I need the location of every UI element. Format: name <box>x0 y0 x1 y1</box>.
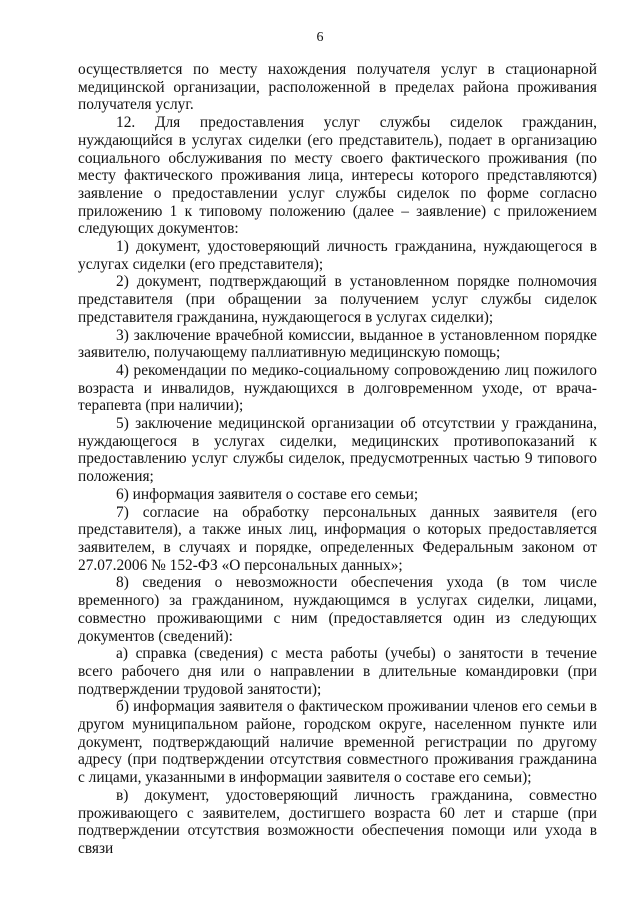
list-item-8: 8) сведения о невозможности обеспечения ухода (в том числе временного) за гражданином, нуждающимся в услугах сиделки, лицами, совместно проживающими с ним (предоставляется один из следующих документов (сведений): <box>78 574 597 645</box>
list-item-5: 5) заключение медицинской организации об отсутствии у гражданина, нуждающегося в услугах сиделки, медицинских противопоказаний к предоставлению услуг службы сиделок, предусмотренных частью 9 типового положения; <box>78 415 597 486</box>
document-body <box>78 61 597 858</box>
sub-item-b: б) информация заявителя о фактическом проживании членов его семьи в другом муниципальном районе, городском округе, населенном пункте или документ, подтверждающий наличие временной регистрации по другому адресу (при подтверждении отсутствия совместного проживания гражданина с лицами, указанными в информации заявителя о составе его семьи); <box>78 698 597 787</box>
list-item-1: 1) документ, удостоверяющий личность гражданина, нуждающегося в услугах сиделки (его представителя); <box>78 238 597 273</box>
sub-item-v: в) документ, удостоверяющий личность гражданина, совместно проживающего с заявителем, достигшего возраста 60 лет и старше (при подтверждении отсутствия возможности обеспечения помощи или ухода в связи <box>78 786 597 857</box>
list-item-4: 4) рекомендации по медико-социальному сопровождению лиц пожилого возраста и инвалидов, нуждающихся в долговременном уходе, от врача-терапевта (при наличии); <box>78 361 597 415</box>
paragraph-clause-12: 12. Для предоставления услуг службы сиделок гражданин, нуждающийся в услугах сиделки (его представитель), подает в организацию социального обслуживания по месту своего фактического проживания (по месту фактического проживания лица, интересы которого представляются) заявление о предоставлении услуг службы сиделок по форме согласно приложению 1 к типовому положению (далее – заявление) с приложением следующих документов: <box>78 114 597 238</box>
list-item-7: 7) согласие на обработку персональных данных заявителя (его представителя), а также иных лиц, информация о которых предоставляется заявителем, в случаях и порядке, определенных Федеральным законом от 27.07.2006 № 152-ФЗ «О персональных данных»; <box>78 503 597 574</box>
list-item-6: 6) информация заявителя о составе его семьи; <box>116 485 419 503</box>
paragraph-continuation: осуществляется по месту нахождения получателя услуг в стационарной медицинской организации, расположенной в пределах района проживания получателя услуг. <box>78 61 597 114</box>
list-item-3: 3) заключение врачебной комиссии, выданное в установленном порядке заявителю, получающему паллиативную медицинскую помощь; <box>78 326 597 362</box>
page-number: 6 <box>316 30 324 45</box>
sub-item-a: а) справка (сведения) с места работы (учебы) о занятости в течение всего рабочего дня или о направлении в длительные командировки (при подтверждении трудовой занятости); <box>78 645 597 698</box>
list-item-2: 2) документ, подтверждающий в установленном порядке полномочия представителя (при обращении за получением услуг службы сиделок представителя гражданина, нуждающегося в услугах сиделки); <box>78 273 597 326</box>
